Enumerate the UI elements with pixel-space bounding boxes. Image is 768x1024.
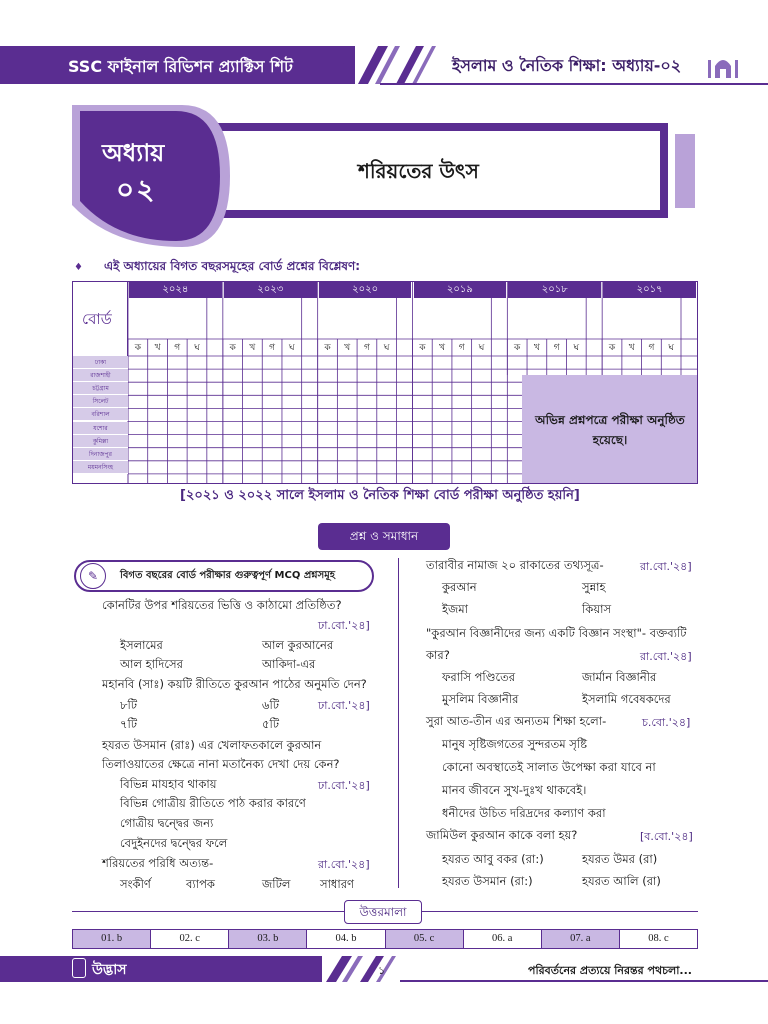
- question-text: মহানবি (সাঃ) কয়টি রীতিতে কুরআন পাঠের অনুমতি দেন?: [102, 677, 367, 691]
- chapter-title: শরিয়তের উৎস: [358, 159, 479, 183]
- board-row-label: দিনাজপুর: [73, 448, 128, 461]
- option-text: আল হাদিসের: [120, 657, 183, 671]
- option-text: বিভিন্ন মাযহাব থাকায়: [120, 777, 217, 791]
- option-text: ইজমা: [442, 602, 468, 616]
- option-text: হযরত আলি (রা): [582, 874, 661, 888]
- option-text: কিয়াস: [582, 602, 612, 616]
- board-row-label: সিলেট: [73, 395, 128, 408]
- option-text: বেদুইনদের দ্বন্দ্বের ফলে: [120, 836, 228, 850]
- option-text: হযরত আবু বকর (রা:): [442, 852, 544, 866]
- merged-note: অভিন্ন প্রশ্নপত্রে পরীক্ষা অনুষ্ঠিত হয়েছে।: [535, 413, 685, 447]
- footer-logo: উদ্ভাস: [92, 962, 127, 978]
- sub-column-label: ক: [419, 343, 426, 353]
- answer-cell: 08. c: [648, 933, 669, 944]
- question-text: হযরত উসমান (রাঃ) এর খেলাফতকালে কুরআন: [102, 738, 322, 752]
- answer-cell: 04. b: [307, 930, 385, 948]
- board-row-label: চট্টগ্রাম: [73, 382, 128, 395]
- chapter-word: অধ্যায়: [102, 139, 165, 167]
- board-tag: [ব.বো.'২৪]: [640, 830, 693, 843]
- question-text: শরিয়তের পরিধি অত্যন্ত-: [102, 856, 214, 870]
- option-text: আল কুরআনের: [262, 638, 334, 652]
- header-stripes: [330, 46, 450, 84]
- page-number: ১: [378, 964, 386, 977]
- answer-key-line-right: [422, 911, 698, 912]
- question-text: তিলাওয়াতের ক্ষেত্রে নানা মতানৈক্য দেখা দেয় কেন?: [102, 757, 340, 771]
- option-text: আকিদা-এর: [262, 657, 316, 671]
- answer-key-line-left: [72, 911, 344, 912]
- mcq-header-title: বিগত বছরের বোর্ড পরীক্ষার গুরুত্বপূর্ণ MCQ প্রশ্নসমূহ: [120, 570, 336, 581]
- answer-key-row: [72, 929, 698, 949]
- sub-column-label: গ: [458, 343, 465, 353]
- option-text: ফরাসি পণ্ডিতের: [442, 670, 516, 684]
- sub-column-label: ক: [608, 343, 616, 353]
- answer-cell: 03. b: [229, 930, 307, 948]
- option-text: সংকীর্ণ: [120, 877, 151, 891]
- option-text: কুরআন: [442, 580, 477, 594]
- sub-column-label: গ: [269, 343, 276, 353]
- sub-column-label: ঘ: [478, 343, 485, 353]
- board-row-label: ময়মনসিংহ: [73, 461, 128, 474]
- question-text: সুরা আত-তীন এর অন্যতম শিক্ষা হলো-: [426, 714, 607, 728]
- sub-column-label: খ: [533, 343, 540, 353]
- sub-column-label: খ: [154, 343, 161, 353]
- sub-column-label: গ: [648, 343, 655, 353]
- board-row-label: বরিশাল: [73, 408, 128, 421]
- logo-icon: [72, 958, 86, 978]
- header-right-line: [380, 83, 768, 85]
- option-text: ৬টি: [262, 698, 280, 712]
- question-text: কোনটির উপর শরিয়তের ভিত্তি ও কাঠামো প্রতিষ্ঠিত?: [102, 598, 342, 612]
- option-text: ধনীদের উচিত দরিদ্রদের কল্যাণ করা: [442, 806, 606, 820]
- board-row-label: রাজশাহী: [73, 369, 128, 382]
- option-text: সুন্নাহ: [582, 580, 606, 594]
- option-text: হযরত উসমান (রা:): [442, 874, 533, 888]
- board-tag: চ.বো.'২৪]: [642, 716, 691, 729]
- board-row-label: কুমিল্লা: [73, 435, 128, 448]
- sub-column-label: ক: [229, 343, 236, 353]
- column-divider: [398, 558, 399, 888]
- option-text: মুসলিম বিজ্ঞানীর: [442, 692, 519, 706]
- section-pill: প্রশ্ন ও সমাধান: [318, 523, 450, 550]
- board-tag: ঢা.বো.'২৪]: [318, 619, 370, 632]
- option-text: ৭টি: [120, 717, 138, 731]
- option-text: হযরত উমর (রা): [582, 852, 658, 866]
- mosque-icon: [706, 52, 740, 78]
- option-text: মানুষ সৃষ্টিজগতের সুন্দরতম সৃষ্টি: [442, 737, 588, 751]
- option-text: বিভিন্ন গোত্রীয় রীতিতে পাঠ করার কারণে: [120, 796, 306, 810]
- board-tag: রা.বো.'২৪]: [640, 560, 692, 573]
- footer-stripes: [300, 956, 410, 982]
- footer-left-band: [0, 956, 322, 982]
- question-text: কার?: [426, 648, 450, 662]
- chapter-title-tail: [675, 134, 695, 208]
- footer-slogan: পরিবর্তনের প্রত্যয়ে নিরন্তর পথচলা...: [528, 964, 692, 977]
- board-tag: ঢা.বো.'২৪]: [318, 779, 370, 792]
- year-header: ২০১৭: [603, 282, 696, 298]
- answer-cell: 07. a: [542, 930, 620, 948]
- board-header-label: বোর্ড: [82, 310, 112, 328]
- sub-column-label: খ: [439, 343, 446, 353]
- sub-column-label: গ: [553, 343, 560, 353]
- board-tag: রা.বো.'২৪]: [640, 650, 692, 663]
- year-header: ২০২০: [319, 282, 412, 298]
- sub-column-label: ক: [514, 343, 521, 353]
- answer-cell: 02. c: [151, 930, 229, 948]
- sub-column-label: ঘ: [668, 343, 674, 353]
- option-text: ব্যাপক: [186, 877, 215, 891]
- bullet-icon: ♦: [74, 262, 83, 273]
- sub-column-label: গ: [363, 343, 370, 353]
- header-left-title: SSC ফাইনাল রিভিশন প্র্যাক্টিস শিট: [68, 57, 293, 76]
- sub-column-label: গ: [174, 343, 181, 353]
- question-text: জামিউল কুরআন কাকে বলা হয়?: [426, 828, 578, 842]
- sub-column-label: ঘ: [383, 343, 390, 353]
- sub-column-label: ঘ: [573, 343, 580, 353]
- option-text: ৮টি: [120, 698, 138, 712]
- option-text: গোত্রীয় দ্বন্দ্বের জন্য: [120, 816, 214, 830]
- year-header: ২০২৩: [224, 282, 317, 298]
- answer-cell: 05. c: [386, 930, 464, 948]
- board-tag: রা.বো.'২৪]: [318, 858, 370, 871]
- year-header: ২০১৯: [414, 282, 507, 298]
- option-text: জার্মান বিজ্ঞানীর: [582, 670, 657, 684]
- option-text: মানব জীবনে সুখ-দুঃখ থাকবেই।: [442, 783, 587, 797]
- sub-column-label: খ: [344, 343, 351, 353]
- chapter-number: ০২: [116, 173, 157, 206]
- year-header: ২০২৪: [129, 282, 222, 298]
- option-text: সাধারণ: [320, 877, 354, 891]
- option-text: ৫টি: [262, 717, 280, 731]
- answer-key-label: উত্তরমালা: [344, 900, 422, 924]
- year-header: ২০১৮: [508, 282, 601, 298]
- sub-column-label: খ: [249, 343, 256, 353]
- board-row-label: যশোর: [73, 422, 128, 435]
- notepad-icon: ✎: [80, 563, 106, 589]
- option-text: কোনো অবস্থাতেই সালাত উপেক্ষা করা যাবে না: [442, 760, 656, 774]
- sub-column-label: ক: [324, 343, 331, 353]
- board-row-label: ঢাকা: [73, 356, 128, 369]
- option-text: জটিল: [262, 877, 291, 891]
- question-text: তারাবীর নামাজ ২০ রাকাতের তথ্যসূত্র-: [426, 558, 604, 572]
- option-text: ইসলামের: [120, 638, 163, 652]
- sub-column-label: খ: [628, 343, 635, 353]
- analysis-heading: এই অধ্যায়ের বিগত বছরসমূহের বোর্ড প্রশ্নের বিশ্লেষণ:: [104, 259, 361, 273]
- sub-column-label: ঘ: [194, 343, 200, 353]
- board-tag: ঢা.বো.'২৪]: [318, 699, 370, 712]
- answer-cell: 01. b: [73, 930, 151, 948]
- header-right-title: ইসলাম ও নৈতিক শিক্ষা: অধ্যায়-০২: [452, 56, 682, 75]
- answer-cell: 06. a: [464, 930, 542, 948]
- table-note: [২০২১ ও ২০২২ সালে ইসলাম ও নৈতিক শিক্ষা বোর্ড পরীক্ষা অনুষ্ঠিত হয়নি]: [180, 488, 580, 503]
- option-text: ইসলামি গবেষকদের: [582, 692, 671, 706]
- sub-column-label: ঘ: [289, 343, 295, 353]
- sub-column-label: ক: [134, 343, 141, 353]
- question-text: "কুরআন বিজ্ঞানীদের জন্য একটি বিজ্ঞান সংস্থা"- বক্তব্যটি: [426, 626, 687, 640]
